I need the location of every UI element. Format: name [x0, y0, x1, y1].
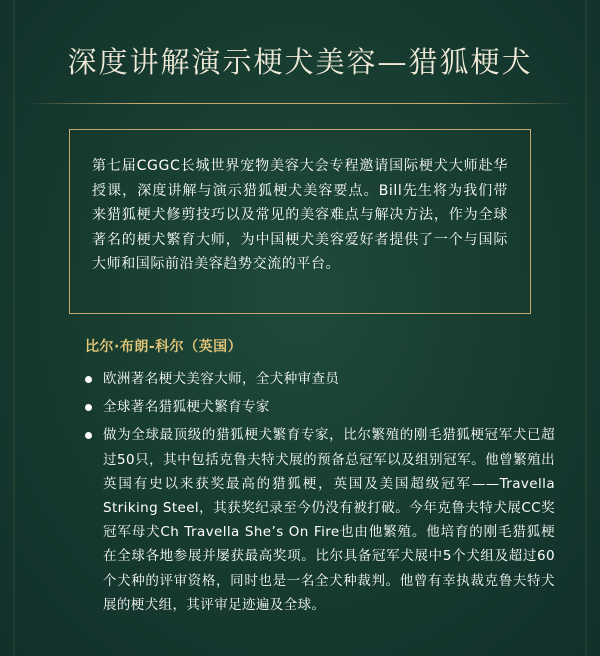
- person-section: [85, 336, 555, 621]
- person-bullet-list: [85, 367, 555, 617]
- intro-box: [69, 129, 531, 314]
- bullet-dot-icon: [85, 376, 92, 383]
- page-title: 深度讲解演示梗犬美容—猎狐梗犬: [67, 45, 533, 79]
- title-divider: [28, 103, 572, 104]
- person-name: 比尔·布朗-科尔（英国）: [85, 339, 243, 355]
- list-item: [85, 395, 555, 419]
- list-item: [85, 367, 555, 391]
- bullet-text: 欧洲著名梗犬美容大师，全犬种审查员: [103, 371, 340, 387]
- bullet-text: 全球著名猎狐梗犬繁育专家: [103, 399, 270, 416]
- bullet-text: 做为全球最顶级的猎狐梗犬繁育专家，比尔繁殖的刚毛猎狐梗冠军犬已超过50只，其中包括克鲁夫特犬展的预备总冠军以及组别冠军。他曾繁殖出英国有史以来获奖最高的猎狐梗，英国及美国超级冠军——Travella Striking Steel，其获奖纪录至今仍没有被打破。今年克鲁夫特犬展CC奖冠军母犬Ch Travella She’s On Fire也由他繁殖。他培育的刚毛猎狐梗在全球各地参展并屡获最高奖项。比尔具备冠军犬展中5个犬组及超过60个犬种的评审资格，同时也是一名全犬种裁判。他曾有幸执裁克鲁夫特犬展的梗犬组，其评审足迹遍及全球。: [103, 427, 555, 613]
- bullet-dot-icon: [85, 432, 92, 439]
- intro-text: 第七届CGGC长城世界宠物美容大会专程邀请国际梗犬大师赴华授课，深度讲解与演示猎狐梗犬美容要点。Bill先生将为我们带来猎狐梗犬修剪技巧以及常见的美容难点与解决方法，作为全球著名的梗犬繁育大师，为中国梗犬美容爱好者提供了一个与国际大师和国际前沿美容趋势交流的平台。: [92, 158, 508, 272]
- bullet-dot-icon: [85, 404, 92, 411]
- list-item: [85, 423, 555, 617]
